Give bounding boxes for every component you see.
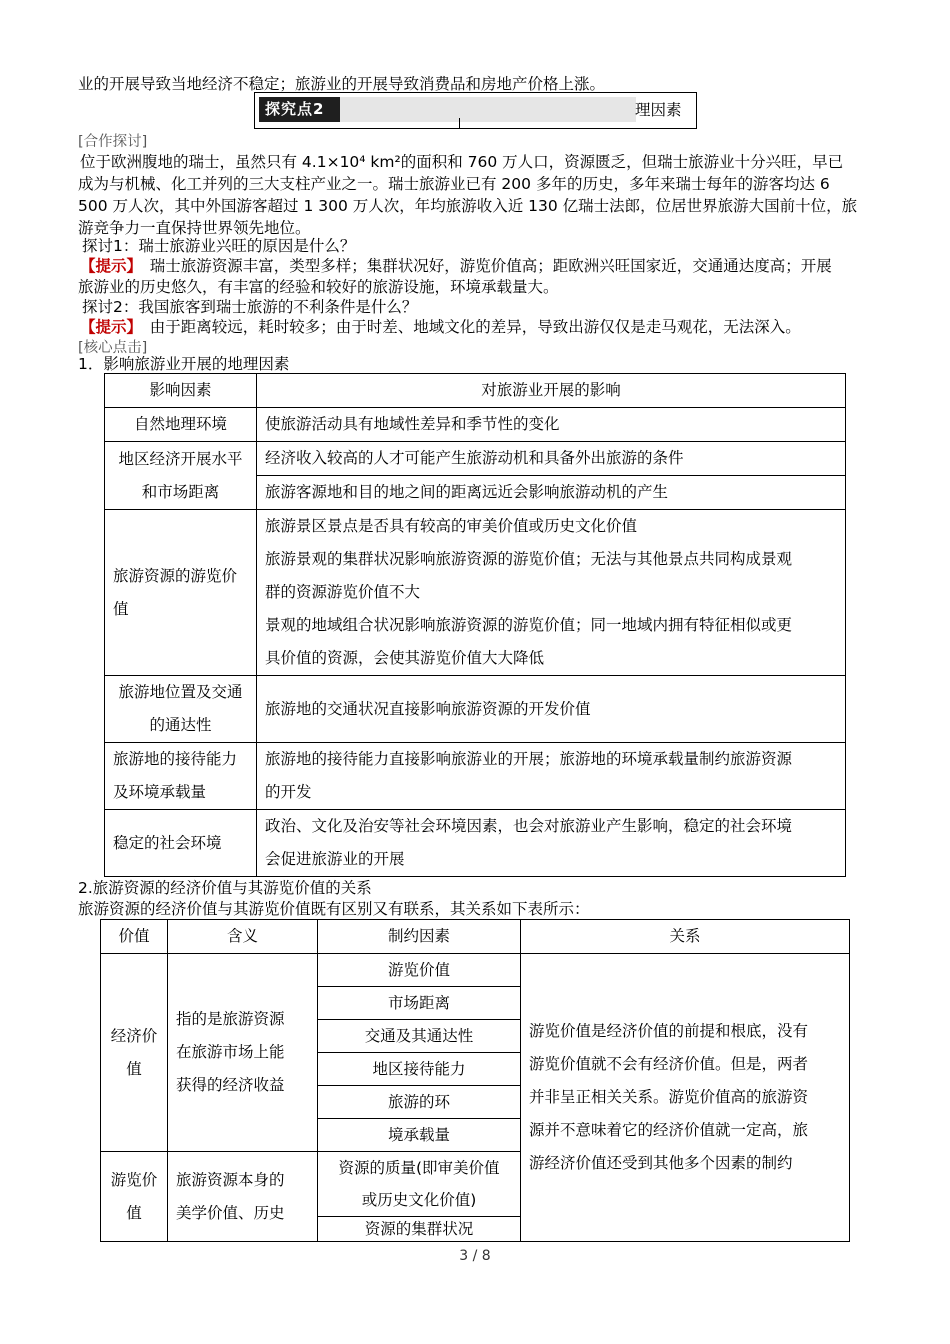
header-value: 价值 (101, 920, 168, 954)
factor-item: 地区接待能力 (318, 1053, 520, 1086)
header-effect: 对旅游业开展的影响 (257, 374, 846, 408)
header-factor: 影响因素 (105, 374, 257, 408)
para-line-4: 游竞争力一直保持世界领先地位。 (78, 219, 311, 237)
effect-cell: 政治、文化及治安等社会环境因素，也会对旅游业产生影响，稳定的社会环境 会促进旅游业的开展 (257, 810, 846, 877)
intro-line: 业的开展导致当地经济不稳定；旅游业的开展导致消费品和房地产价格上涨。 (78, 75, 606, 93)
core-label: [核心点击] (78, 340, 148, 356)
factor-cell: 旅游地的接待能力 及环境承载量 (105, 743, 257, 810)
section1-title: 1．影响旅游业开展的地理因素 (78, 355, 290, 373)
para-line-3: 500 万人次，其中外国游客超过 1 300 万人次，年均旅游收入近 130 亿瑞士法郎，位居世界旅游大国前十位，旅 (78, 197, 858, 215)
factor-item: 资源的集群状况 (364, 1220, 474, 1238)
header-tail-text: 理因素 (635, 101, 682, 119)
effect-cell: 旅游地的接待能力直接影响旅游业的开展；旅游地的环境承载量制约旅游资源 的开发 (257, 743, 846, 810)
header-relation: 关系 (521, 920, 850, 954)
answer-1-cont: 旅游业的历史悠久，有丰富的经验和较好的旅游设施，环境承载量大。 (78, 278, 559, 296)
header-divider (459, 118, 460, 129)
effect-cell: 使旅游活动具有地域性差异和季节性的变化 (257, 408, 846, 442)
para-line-1: 位于欧洲腹地的瑞士，虽然只有 4.1×10⁴ km²的面积和 760 万人口，资源匮乏，但瑞士旅游业十分兴旺，早已 (80, 153, 844, 171)
header-mask (340, 97, 636, 122)
value-table (100, 919, 850, 1242)
effect-cell: 旅游地的交通状况直接影响旅游资源的开发价值 (257, 676, 846, 743)
question-2: 探讨2：我国旅客到瑞士旅游的不利条件是什么？ (82, 298, 418, 316)
factor-item: 游览价值 (318, 954, 520, 987)
header-meaning: 含义 (168, 920, 318, 954)
factor-item: 交通及其通达性 (318, 1020, 520, 1053)
section2-intro: 旅游资源的经济价值与其游览价值既有区别又有联系，其关系如下表所示： (78, 900, 590, 918)
effect-cell: 经济收入较高的人才可能产生旅游动机和具备外出旅游的条件 (257, 442, 846, 476)
section-header-box (254, 92, 697, 129)
factor-item: 市场距离 (318, 987, 520, 1020)
question-1: 探讨1：瑞士旅游业兴旺的原因是什么？ (82, 237, 356, 255)
econ-meaning: 指的是旅游资源 在旅游市场上能 获得的经济收益 (168, 954, 318, 1152)
tour-label: 游览价 值 (101, 1152, 168, 1242)
econ-label: 经济价 值 (101, 954, 168, 1152)
answer-1-text: 瑞士旅游资源丰富，类型多样；集群状况好，游览价值高；距欧洲兴旺国家近，交通通达度高；开展 (134, 257, 832, 275)
answer-2-text: 由于距离较远，耗时较多；由于时差、地域文化的差异，导致出游仅仅是走马观花，无法深入。 (134, 318, 801, 336)
section-tag: 探究点2 (259, 97, 343, 122)
factor-item: 资源的质量(即审美价值 或历史文化价值) (318, 1152, 520, 1217)
factor-cell: 稳定的社会环境 (105, 810, 257, 877)
factor-item: 境承载量 (387, 1126, 450, 1144)
hint-label: 【提示】 (80, 257, 135, 275)
section2-title: 2.旅游资源的经济价值与其游览价值的关系 (78, 879, 372, 897)
cooperate-label: [合作探讨] (78, 134, 148, 150)
relation-cell: 游览价值是经济价值的前提和根底，没有 游览价值就不会有经济价值。但是，两者 并非呈正相关关系。游览价值高的旅游资 源并不意味着它的经济价值就一定高，旅 游经济价值还受到其他多个因素的制约 (521, 954, 850, 1242)
factor-cell: 自然地理环境 (105, 408, 257, 442)
answer-2 (80, 316, 880, 338)
para-line-2: 成为与机械、化工并列的三大支柱产业之一。瑞士旅游业已有 200 多年的历史，多年来瑞士每年的游客均达 6 (78, 175, 830, 193)
factor-item: 旅游的环 (318, 1086, 520, 1119)
factor-cell: 地区经济开展水平 和市场距离 (105, 442, 257, 510)
factors-table (104, 373, 846, 877)
effect-cell: 旅游景区景点是否具有较高的审美价值或历史文化价值 旅游景观的集群状况影响旅游资源的游览价值；无法与其他景点共同构成景观 群的资源游览价值不大 景观的地域组合状况影响旅游资源的游览价值；同一地域内拥有特征相似或更 具价值的资源，会使其游览价值大大降低 (257, 510, 846, 676)
factor-cell: 旅游地位置及交通 的通达性 (105, 676, 257, 743)
hint-label: 【提示】 (80, 318, 135, 336)
tour-factors (318, 1152, 521, 1242)
answer-1 (80, 255, 880, 277)
header-factors: 制约因素 (318, 920, 521, 954)
factor-cell: 旅游资源的游览价 值 (105, 510, 257, 676)
page-number: 3 / 8 (459, 1248, 491, 1264)
effect-cell: 旅游客源地和目的地之间的距离远近会影响旅游动机的产生 (257, 476, 846, 510)
econ-factors (318, 954, 521, 1152)
tour-meaning: 旅游资源本身的 美学价值、历史 (168, 1152, 318, 1242)
